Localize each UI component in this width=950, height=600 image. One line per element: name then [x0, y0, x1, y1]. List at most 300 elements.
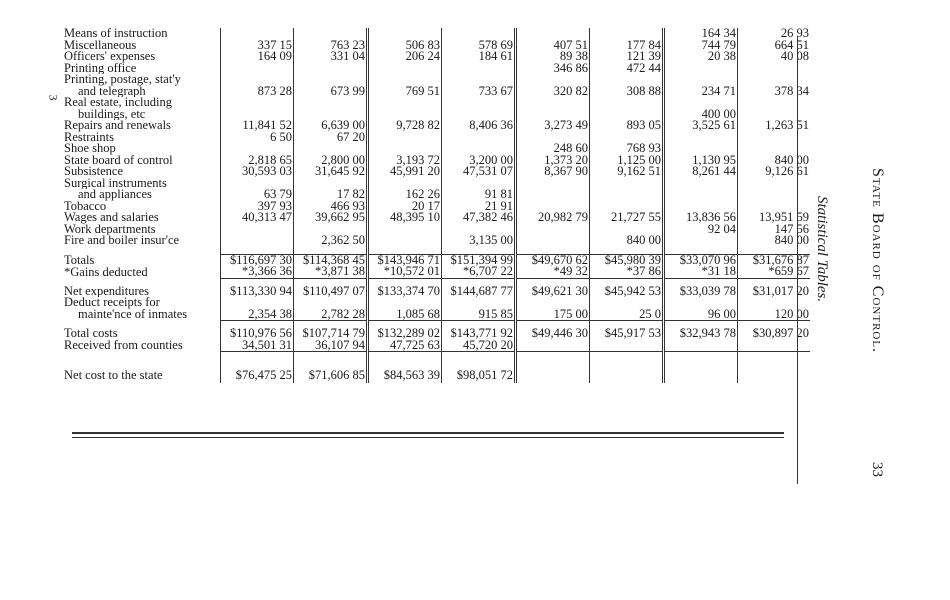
table-cell: [294, 178, 368, 190]
table-cell: [294, 297, 368, 309]
table-row: [64, 51, 810, 63]
row-label: mainte'nce of inmates: [78, 308, 188, 321]
row-label: Officers' expenses: [64, 51, 156, 63]
table-cell: 1,130 95: [664, 155, 738, 167]
table-row: [64, 340, 810, 352]
table-cell: [368, 235, 442, 247]
table-cell: [738, 359, 811, 383]
table-cell: [516, 74, 590, 86]
spacer-cell: [738, 247, 811, 255]
table-body: [64, 28, 810, 383]
table-cell: [442, 143, 516, 155]
table-cell: 2,362 50: [294, 235, 368, 247]
table-cell: $116,697 30: [221, 254, 294, 266]
table-cell: 6,639 00: [294, 120, 368, 132]
spacer-cell: [64, 278, 221, 286]
table-cell: $110,976 56: [221, 328, 294, 340]
table-cell: [442, 132, 516, 144]
table-row: [64, 86, 810, 98]
table-cell: 177 84: [590, 40, 664, 52]
table-cell: 21 91: [442, 201, 516, 213]
table-cell: [516, 178, 590, 190]
table-cell: *49 32: [516, 266, 590, 278]
table-cell: 184 61: [442, 51, 516, 63]
table-cell: $45,980 39: [590, 254, 664, 266]
table-cell: 744 79: [664, 40, 738, 52]
table-cell: [664, 97, 738, 109]
table-cell: [368, 132, 442, 144]
spacer-cell: [442, 352, 516, 360]
table-cell: 164 09: [221, 51, 294, 63]
table-cell: $114,368 45: [294, 254, 368, 266]
table-cell: $98,051 72: [442, 359, 516, 383]
table-cell: [294, 74, 368, 86]
table-cell: 20 17: [368, 201, 442, 213]
table-cell: 3,273 49: [516, 120, 590, 132]
row-label: Real estate, including: [64, 97, 172, 109]
table-cell: 47,531 07: [442, 166, 516, 178]
table-row: [64, 166, 810, 178]
table-cell: 164 34: [664, 28, 738, 40]
table-cell: [368, 143, 442, 155]
table-cell: [664, 189, 738, 201]
spacer-cell: [738, 321, 811, 329]
table-cell: 578 69: [442, 40, 516, 52]
table-cell: [664, 201, 738, 213]
table-cell: $45,942 53: [590, 286, 664, 298]
row-label: Totals: [64, 254, 95, 266]
row-label: Subsistence: [64, 166, 124, 178]
spacer-cell: [590, 278, 664, 286]
table-cell: 147 56: [738, 224, 811, 236]
table-cell: 673 99: [294, 86, 368, 98]
table-cell: 346 86: [516, 63, 590, 75]
table-cell: 121 39: [590, 51, 664, 63]
table-cell: [442, 28, 516, 40]
table-cell: [294, 97, 368, 109]
table-cell: [221, 97, 294, 109]
table-cell: 378 34: [738, 86, 811, 98]
table-cell: [664, 132, 738, 144]
spacer-cell: [516, 352, 590, 360]
spacer-cell: [294, 352, 368, 360]
table-cell: [516, 189, 590, 201]
table-row: [64, 109, 810, 121]
table-cell: [590, 97, 664, 109]
spacer-row: [64, 247, 810, 255]
running-title: State Board of Control.: [869, 168, 886, 354]
table-cell: $33,070 96: [664, 254, 738, 266]
table-row: [64, 97, 810, 109]
table-row: [64, 143, 810, 155]
table-cell: [590, 28, 664, 40]
table-cell: 20 38: [664, 51, 738, 63]
table-cell: 893 05: [590, 120, 664, 132]
table-cell: 9,162 51: [590, 166, 664, 178]
table-cell: *3,871 38: [294, 266, 368, 278]
table-cell: [221, 63, 294, 75]
table-cell: [442, 63, 516, 75]
row-label: Printing, postage, stat'y: [64, 74, 181, 86]
bottom-double-rule: [72, 432, 784, 434]
table-cell: 45,991 20: [368, 166, 442, 178]
table-cell: 92 04: [664, 224, 738, 236]
table-cell: [590, 74, 664, 86]
table-cell: 768 93: [590, 143, 664, 155]
table-cell: 9,126 61: [738, 166, 811, 178]
spacer-cell: [664, 352, 738, 360]
table-cell: [590, 297, 664, 309]
table-cell: 337 15: [221, 40, 294, 52]
table-cell: [590, 201, 664, 213]
table-row: [64, 286, 810, 298]
spacer-cell: [221, 278, 294, 286]
table-row: [64, 155, 810, 167]
table-cell: [294, 63, 368, 75]
row-label: and telegraph: [78, 85, 146, 97]
table-cell: [738, 97, 811, 109]
spacer-cell: [294, 247, 368, 255]
table-cell: 6 50: [221, 132, 294, 144]
row-label: Tobacco: [64, 200, 107, 212]
table-cell: $71,606 85: [294, 359, 368, 383]
table-cell: $113,330 94: [221, 286, 294, 298]
table-row: [64, 224, 810, 236]
table-cell: [590, 178, 664, 190]
table-cell: $107,714 79: [294, 328, 368, 340]
table-cell: 40,313 47: [221, 212, 294, 224]
table-row: [64, 74, 810, 86]
spacer-cell: [64, 321, 221, 329]
table-cell: 2,354 38: [221, 309, 294, 321]
table-cell: 8,406 36: [442, 120, 516, 132]
table-cell: [368, 109, 442, 121]
table-cell: [368, 178, 442, 190]
table-cell: *10,572 01: [368, 266, 442, 278]
spacer-cell: [738, 278, 811, 286]
table-cell: 248 60: [516, 143, 590, 155]
table-cell: [664, 63, 738, 75]
row-label: Wages and salaries: [64, 212, 159, 224]
spacer-cell: [664, 278, 738, 286]
table-cell: 25 0: [590, 309, 664, 321]
table-row: [64, 359, 810, 383]
spacer-cell: [516, 321, 590, 329]
table-cell: 407 51: [516, 40, 590, 52]
table-cell: 2,800 00: [294, 155, 368, 167]
table-cell: [221, 235, 294, 247]
table-cell: [221, 297, 294, 309]
spacer-cell: [368, 352, 442, 360]
table-cell: 67 20: [294, 132, 368, 144]
table-cell: 1,125 00: [590, 155, 664, 167]
table-cell: [516, 224, 590, 236]
table-cell: 400 00: [664, 109, 738, 121]
row-label: Miscellaneous: [64, 39, 137, 51]
table-cell: 36,107 94: [294, 340, 368, 352]
table-cell: *659 67: [738, 266, 811, 278]
spacer-cell: [516, 247, 590, 255]
table-row: [64, 297, 810, 309]
row-label: Deduct receipts for: [64, 297, 160, 309]
table-cell: [368, 224, 442, 236]
table-cell: $143,771 92: [442, 328, 516, 340]
table-cell: 2,818 65: [221, 155, 294, 167]
spacer-cell: [221, 352, 294, 360]
row-label: and appliances: [78, 189, 152, 201]
spacer-cell: [368, 278, 442, 286]
table-cell: 1,263 51: [738, 120, 811, 132]
table-cell: 63 79: [221, 189, 294, 201]
table-row: [64, 40, 810, 52]
table-cell: $30,897 20: [738, 328, 811, 340]
row-label: Printing office: [64, 62, 137, 74]
table-cell: [368, 297, 442, 309]
row-label: Shoe shop: [64, 143, 116, 155]
table-cell: 664 51: [738, 40, 811, 52]
table-cell: [590, 340, 664, 352]
table-cell: $45,917 53: [590, 328, 664, 340]
table-row: [64, 178, 810, 190]
table-cell: 308 88: [590, 86, 664, 98]
table-cell: *37 86: [590, 266, 664, 278]
table-cell: 48,395 10: [368, 212, 442, 224]
row-label: Received from counties: [64, 339, 183, 352]
spacer-cell: [368, 247, 442, 255]
table-cell: [368, 97, 442, 109]
spacer-cell: [738, 352, 811, 360]
section-title: Statistical Tables.: [814, 196, 830, 303]
table-cell: [590, 189, 664, 201]
spacer-cell: [590, 321, 664, 329]
table-cell: 9,728 82: [368, 120, 442, 132]
table-cell: [738, 201, 811, 213]
table-cell: 26 93: [738, 28, 811, 40]
bottom-rule: [72, 437, 784, 438]
table-cell: [294, 143, 368, 155]
margin-mark: 3: [46, 94, 61, 101]
table-cell: 21,727 55: [590, 212, 664, 224]
table-cell: [221, 74, 294, 86]
table-cell: [664, 74, 738, 86]
table-row: [64, 254, 810, 266]
table-cell: [590, 224, 664, 236]
table-cell: [590, 132, 664, 144]
table-cell: 331 04: [294, 51, 368, 63]
table-cell: 8,261 44: [664, 166, 738, 178]
table-cell: [442, 297, 516, 309]
table-cell: [664, 143, 738, 155]
spacer-cell: [368, 321, 442, 329]
table-cell: $31,017 20: [738, 286, 811, 298]
table-cell: [516, 297, 590, 309]
page-number: 33: [869, 462, 885, 477]
spacer-cell: [442, 247, 516, 255]
table-cell: [738, 63, 811, 75]
table-cell: [516, 340, 590, 352]
table-cell: [664, 297, 738, 309]
table-cell: [294, 109, 368, 121]
table-row: [64, 235, 810, 247]
spacer-cell: [221, 247, 294, 255]
table-cell: [738, 178, 811, 190]
table-cell: 120 00: [738, 309, 811, 321]
spacer-cell: [294, 278, 368, 286]
table-cell: [516, 109, 590, 121]
spacer-cell: [664, 321, 738, 329]
table-cell: 13,836 56: [664, 212, 738, 224]
table-row: [64, 266, 810, 278]
table-cell: 20,982 79: [516, 212, 590, 224]
table-row: [64, 120, 810, 132]
table-cell: 91 81: [442, 189, 516, 201]
spacer-cell: [221, 321, 294, 329]
table-cell: $84,563 39: [368, 359, 442, 383]
table-cell: [368, 63, 442, 75]
table-cell: 3,525 61: [664, 120, 738, 132]
table-cell: $144,687 77: [442, 286, 516, 298]
table-cell: [368, 74, 442, 86]
table-cell: [738, 189, 811, 201]
table-cell: [442, 97, 516, 109]
table-row: [64, 132, 810, 144]
spacer-cell: [64, 352, 221, 360]
table-cell: 17 82: [294, 189, 368, 201]
table-cell: $76,475 25: [221, 359, 294, 383]
table-cell: 30,593 03: [221, 166, 294, 178]
table-cell: 840 00: [738, 155, 811, 167]
spacer-cell: [294, 321, 368, 329]
table-cell: [294, 224, 368, 236]
table-cell: $32,943 78: [664, 328, 738, 340]
table-cell: [664, 178, 738, 190]
spacer-cell: [442, 278, 516, 286]
table-cell: 733 67: [442, 86, 516, 98]
table-cell: *3,366 36: [221, 266, 294, 278]
table-row: [64, 28, 810, 40]
table-cell: [738, 132, 811, 144]
table-cell: 13,951 59: [738, 212, 811, 224]
table-cell: $110,497 07: [294, 286, 368, 298]
table-cell: [516, 359, 590, 383]
table-cell: $133,374 70: [368, 286, 442, 298]
table-cell: 769 51: [368, 86, 442, 98]
table-cell: [590, 109, 664, 121]
table-cell: 2,782 28: [294, 309, 368, 321]
table-cell: 506 83: [368, 40, 442, 52]
table-cell: 45,720 20: [442, 340, 516, 352]
table-cell: 873 28: [221, 86, 294, 98]
table-cell: $49,621 30: [516, 286, 590, 298]
table-cell: 34,501 31: [221, 340, 294, 352]
table-cell: 162 26: [368, 189, 442, 201]
table-cell: [442, 74, 516, 86]
table-cell: 206 24: [368, 51, 442, 63]
table-cell: 40 08: [738, 51, 811, 63]
table-cell: 89 38: [516, 51, 590, 63]
table-cell: 234 71: [664, 86, 738, 98]
table-cell: 175 00: [516, 309, 590, 321]
table-cell: 840 00: [590, 235, 664, 247]
table-cell: [221, 143, 294, 155]
table-cell: *6,707 22: [442, 266, 516, 278]
table-cell: [738, 74, 811, 86]
table-cell: [442, 109, 516, 121]
table-cell: [221, 178, 294, 190]
table-cell: [516, 28, 590, 40]
row-label: Fire and boiler insur'ce: [64, 235, 180, 247]
table-cell: [738, 143, 811, 155]
table-cell: 11,841 52: [221, 120, 294, 132]
table-cell: 47,725 63: [368, 340, 442, 352]
row-label: Repairs and renewals: [64, 120, 171, 132]
row-label: State board of control: [64, 154, 173, 166]
table-cell: [221, 28, 294, 40]
spacer-cell: [442, 321, 516, 329]
table-cell: 466 93: [294, 201, 368, 213]
table-cell: 915 85: [442, 309, 516, 321]
table-cell: $49,446 30: [516, 328, 590, 340]
table-row: [64, 63, 810, 75]
table-cell: 840 00: [738, 235, 811, 247]
table-cell: [221, 224, 294, 236]
row-label: Total costs: [64, 328, 118, 340]
table-row: [64, 212, 810, 224]
spacer-cell: [664, 247, 738, 255]
table-cell: 3,193 72: [368, 155, 442, 167]
table-cell: 39,662 95: [294, 212, 368, 224]
spacer-cell: [590, 352, 664, 360]
spacer-row: [64, 352, 810, 360]
row-label: buildings, etc: [78, 108, 146, 120]
table-cell: 1,373 20: [516, 155, 590, 167]
row-label: Means of instruction: [64, 28, 168, 40]
table-cell: $49,670 62: [516, 254, 590, 266]
table-cell: [368, 28, 442, 40]
row-label: Net expenditures: [64, 285, 150, 297]
row-label: Work departments: [64, 223, 156, 235]
spacer-row: [64, 278, 810, 286]
table-cell: $132,289 02: [368, 328, 442, 340]
table-cell: $143,946 71: [368, 254, 442, 266]
row-label: Net cost to the state: [64, 367, 163, 382]
table-cell: [442, 224, 516, 236]
table-cell: 31,645 92: [294, 166, 368, 178]
table-cell: [738, 340, 811, 352]
table-cell: 320 82: [516, 86, 590, 98]
table-cell: 763 23: [294, 40, 368, 52]
table-row: [64, 309, 810, 321]
table-cell: [590, 359, 664, 383]
table-cell: [664, 359, 738, 383]
table-cell: 3,135 00: [442, 235, 516, 247]
table-cell: 1,085 68: [368, 309, 442, 321]
table-cell: [516, 132, 590, 144]
table-cell: [664, 235, 738, 247]
table-cell: $31,676 87: [738, 254, 811, 266]
spacer-cell: [64, 247, 221, 255]
row-label: *Gains deducted: [64, 266, 148, 278]
table-cell: [516, 201, 590, 213]
table-cell: [294, 28, 368, 40]
vertical-rule: [797, 36, 798, 484]
table-cell: $151,394 99: [442, 254, 516, 266]
table-cell: [738, 297, 811, 309]
table-cell: [516, 235, 590, 247]
table-cell: $33,039 78: [664, 286, 738, 298]
table-cell: 3,200 00: [442, 155, 516, 167]
table-row: [64, 189, 810, 201]
